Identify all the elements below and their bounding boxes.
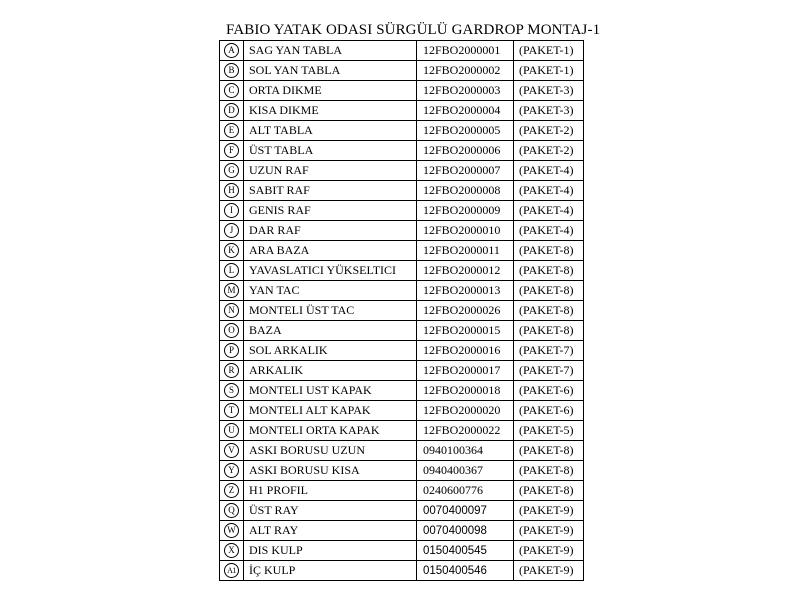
part-code: [417, 561, 514, 581]
part-code: [417, 401, 514, 421]
part-code-text: 12FBO2000018: [423, 383, 501, 397]
part-letter-cell: [220, 481, 244, 501]
part-letter-badge: M: [224, 283, 239, 298]
part-letter-cell: [220, 421, 244, 441]
part-code: [417, 181, 514, 201]
part-package: (PAKET-3): [514, 81, 584, 101]
part-name: GENIS RAF: [244, 201, 417, 221]
part-package: (PAKET-9): [514, 501, 584, 521]
part-letter-badge: C: [224, 83, 239, 98]
table-row: [220, 81, 584, 101]
part-package: (PAKET-1): [514, 61, 584, 81]
part-package: (PAKET-4): [514, 161, 584, 181]
part-code: [417, 121, 514, 141]
part-package: (PAKET-9): [514, 521, 584, 541]
part-code-text: 12FBO2000007: [423, 163, 501, 177]
table-row: [220, 161, 584, 181]
part-letter-badge: A1: [224, 563, 239, 578]
part-package: (PAKET-3): [514, 101, 584, 121]
table-row: [220, 121, 584, 141]
part-name: ORTA DIKME: [244, 81, 417, 101]
part-name: H1 PROFIL: [244, 481, 417, 501]
part-name: ALT TABLA: [244, 121, 417, 141]
part-code-text: 0150400546: [423, 565, 487, 577]
part-code: [417, 161, 514, 181]
part-letter-badge: Z: [224, 483, 239, 498]
part-code: [417, 481, 514, 501]
part-code-text: 12FBO2000016: [423, 343, 501, 357]
part-package: (PAKET-4): [514, 221, 584, 241]
part-code: [417, 541, 514, 561]
part-code-text: 12FBO2000017: [423, 363, 501, 377]
part-package: (PAKET-7): [514, 361, 584, 381]
part-package: (PAKET-8): [514, 261, 584, 281]
part-name: KISA DIKME: [244, 101, 417, 121]
part-letter-cell: [220, 281, 244, 301]
part-name: YAVASLATICI YÜKSELTICI: [244, 261, 417, 281]
part-letter-cell: [220, 101, 244, 121]
table-row: [220, 501, 584, 521]
table-row: [220, 41, 584, 61]
part-package: (PAKET-5): [514, 421, 584, 441]
part-code-text: 12FBO2000001: [423, 43, 501, 57]
part-letter-cell: [220, 501, 244, 521]
part-letter-cell: [220, 541, 244, 561]
part-code: [417, 81, 514, 101]
part-code: [417, 281, 514, 301]
part-letter-cell: [220, 81, 244, 101]
part-code: [417, 501, 514, 521]
part-code: [417, 521, 514, 541]
part-package: (PAKET-6): [514, 401, 584, 421]
part-letter-badge: D: [224, 103, 239, 118]
part-name: ALT RAY: [244, 521, 417, 541]
table-row: [220, 541, 584, 561]
part-name: YAN TAC: [244, 281, 417, 301]
part-name: MONTELI ALT KAPAK: [244, 401, 417, 421]
part-letter-cell: [220, 161, 244, 181]
part-letter-cell: [220, 361, 244, 381]
part-letter-badge: P: [224, 343, 239, 358]
part-name: ÜST TABLA: [244, 141, 417, 161]
part-letter-cell: [220, 461, 244, 481]
part-letter-cell: [220, 521, 244, 541]
part-package: (PAKET-1): [514, 41, 584, 61]
part-package: (PAKET-2): [514, 121, 584, 141]
part-package: (PAKET-9): [514, 541, 584, 561]
part-package: (PAKET-8): [514, 301, 584, 321]
part-package: (PAKET-7): [514, 341, 584, 361]
table-row: [220, 441, 584, 461]
part-letter-cell: [220, 201, 244, 221]
part-letter-cell: [220, 61, 244, 81]
part-package: (PAKET-4): [514, 201, 584, 221]
table-row: [220, 561, 584, 581]
part-name: SAG YAN TABLA: [244, 41, 417, 61]
parts-table-body: [220, 41, 584, 581]
part-letter-badge: J: [224, 223, 239, 238]
part-code-text: 0070400097: [423, 505, 487, 517]
part-letter-badge: S: [224, 383, 239, 398]
part-package: (PAKET-8): [514, 441, 584, 461]
part-name: İÇ KULP: [244, 561, 417, 581]
part-code-text: 12FBO2000011: [423, 243, 500, 257]
part-code: [417, 221, 514, 241]
part-letter-cell: [220, 241, 244, 261]
part-package: (PAKET-8): [514, 321, 584, 341]
part-letter-badge: H: [224, 183, 239, 198]
part-name: ASKI BORUSU KISA: [244, 461, 417, 481]
part-letter-cell: [220, 401, 244, 421]
part-code-text: 12FBO2000010: [423, 223, 501, 237]
part-letter-badge: Q: [224, 503, 239, 518]
table-row: [220, 221, 584, 241]
part-letter-cell: [220, 121, 244, 141]
part-code-text: 12FBO2000015: [423, 323, 501, 337]
table-row: [220, 301, 584, 321]
part-code-text: 0940100364: [423, 443, 483, 457]
part-letter-badge: O: [224, 323, 239, 338]
part-package: (PAKET-8): [514, 461, 584, 481]
part-letter-cell: [220, 381, 244, 401]
part-letter-badge: K: [224, 243, 239, 258]
parts-table: [219, 40, 584, 581]
part-code: [417, 341, 514, 361]
part-package: (PAKET-8): [514, 281, 584, 301]
part-code: [417, 421, 514, 441]
part-package: (PAKET-6): [514, 381, 584, 401]
part-code-text: 12FBO2000006: [423, 143, 501, 157]
part-letter-badge: Y: [224, 463, 239, 478]
table-row: [220, 181, 584, 201]
table-row: [220, 201, 584, 221]
part-code-text: 0150400545: [423, 545, 487, 557]
table-row: [220, 61, 584, 81]
part-name: SOL ARKALIK: [244, 341, 417, 361]
part-name: ARKALIK: [244, 361, 417, 381]
part-package: (PAKET-9): [514, 561, 584, 581]
part-package: (PAKET-8): [514, 241, 584, 261]
part-code: [417, 101, 514, 121]
part-code-text: 12FBO2000012: [423, 263, 501, 277]
table-row: [220, 481, 584, 501]
part-name: ASKI BORUSU UZUN: [244, 441, 417, 461]
part-code-text: 12FBO2000002: [423, 63, 501, 77]
part-code: [417, 301, 514, 321]
part-name: SABIT RAF: [244, 181, 417, 201]
part-code: [417, 241, 514, 261]
part-letter-badge: X: [224, 543, 239, 558]
part-name: DAR RAF: [244, 221, 417, 241]
part-letter-cell: [220, 141, 244, 161]
table-row: [220, 141, 584, 161]
part-code: [417, 41, 514, 61]
table-row: [220, 341, 584, 361]
part-letter-badge: A: [224, 43, 239, 58]
table-row: [220, 241, 584, 261]
page-title: FABIO YATAK ODASI SÜRGÜLÜ GARDROP MONTAJ-1: [226, 22, 601, 38]
part-code-text: 12FBO2000026: [423, 303, 501, 317]
part-code-text: 12FBO2000013: [423, 283, 501, 297]
part-letter-cell: [220, 221, 244, 241]
part-letter-cell: [220, 261, 244, 281]
part-code: [417, 381, 514, 401]
part-code-text: 0940400367: [423, 463, 483, 477]
part-code: [417, 141, 514, 161]
part-code-text: 0240600776: [423, 483, 483, 497]
table-row: [220, 101, 584, 121]
part-letter-badge: V: [224, 443, 239, 458]
part-code-text: 0070400098: [423, 525, 487, 537]
table-row: [220, 461, 584, 481]
table-row: [220, 321, 584, 341]
part-name: MONTELI ORTA KAPAK: [244, 421, 417, 441]
part-letter-cell: [220, 321, 244, 341]
part-letter-badge: I: [224, 203, 239, 218]
part-code: [417, 441, 514, 461]
part-letter-cell: [220, 301, 244, 321]
part-code-text: 12FBO2000009: [423, 203, 501, 217]
part-letter-badge: F: [224, 143, 239, 158]
part-name: ÜST RAY: [244, 501, 417, 521]
part-code: [417, 201, 514, 221]
table-row: [220, 261, 584, 281]
part-name: MONTELI ÜST TAC: [244, 301, 417, 321]
part-code: [417, 61, 514, 81]
part-code: [417, 261, 514, 281]
table-row: [220, 421, 584, 441]
part-letter-badge: B: [224, 63, 239, 78]
part-letter-cell: [220, 561, 244, 581]
part-letter-badge: W: [224, 523, 239, 538]
part-letter-cell: [220, 341, 244, 361]
part-name: BAZA: [244, 321, 417, 341]
table-row: [220, 521, 584, 541]
part-name: SOL YAN TABLA: [244, 61, 417, 81]
part-letter-badge: R: [224, 363, 239, 378]
table-row: [220, 281, 584, 301]
part-letter-badge: T: [224, 403, 239, 418]
part-letter-badge: G: [224, 163, 239, 178]
part-code-text: 12FBO2000003: [423, 83, 501, 97]
part-code-text: 12FBO2000008: [423, 183, 501, 197]
part-package: (PAKET-2): [514, 141, 584, 161]
part-letter-badge: U: [224, 423, 239, 438]
part-name: ARA BAZA: [244, 241, 417, 261]
part-letter-badge: N: [224, 303, 239, 318]
part-letter-cell: [220, 41, 244, 61]
part-name: MONTELI UST KAPAK: [244, 381, 417, 401]
part-code: [417, 361, 514, 381]
part-letter-badge: L: [224, 263, 239, 278]
part-package: (PAKET-4): [514, 181, 584, 201]
part-name: DIS KULP: [244, 541, 417, 561]
table-row: [220, 361, 584, 381]
part-code: [417, 321, 514, 341]
part-letter-cell: [220, 181, 244, 201]
part-code-text: 12FBO2000005: [423, 123, 501, 137]
part-code-text: 12FBO2000004: [423, 103, 501, 117]
part-letter-badge: E: [224, 123, 239, 138]
part-code-text: 12FBO2000022: [423, 423, 501, 437]
part-package: (PAKET-8): [514, 481, 584, 501]
part-code: [417, 461, 514, 481]
part-letter-cell: [220, 441, 244, 461]
part-name: UZUN RAF: [244, 161, 417, 181]
table-row: [220, 401, 584, 421]
table-row: [220, 381, 584, 401]
part-code-text: 12FBO2000020: [423, 403, 501, 417]
